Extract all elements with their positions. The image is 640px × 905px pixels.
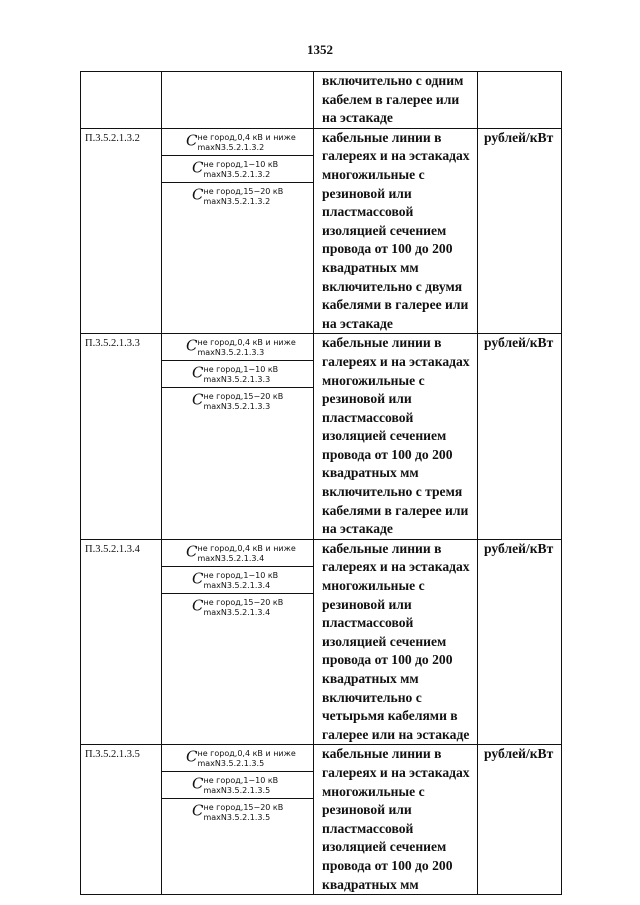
page-number: 1352 [307, 42, 333, 57]
code-cell: П.3.5.2.1.3.5 [81, 745, 162, 895]
table-row [81, 745, 562, 895]
formula-symbol: Cне город,0,4 кВ и ниже maxN3.5.2.1.3.4 [162, 540, 313, 567]
formula-symbol: Cне город,1−10 кВ maxN3.5.2.1.3.3 [162, 361, 313, 388]
formula-symbol: Cне город,15−20 кВ maxN3.5.2.1.3.2 [192, 185, 284, 206]
formula-symbol: Cне город,1−10 кВ maxN3.5.2.1.3.4 [162, 567, 313, 594]
description-cell: включительно с одним кабелем в галерее или на эстакаде [314, 72, 478, 129]
code-cell: П.3.5.2.1.3.2 [81, 128, 162, 334]
formula-symbol: Cне город,1−10 кВ maxN3.5.2.1.3.5 [162, 772, 313, 799]
unit-cell-empty [478, 72, 562, 129]
table-row [81, 128, 562, 334]
unit-cell: рублей/кВт [478, 334, 562, 540]
formula-symbol: Cне город,0,4 кВ и ниже maxN3.5.2.1.3.2 [162, 129, 313, 156]
symbol-cell [162, 539, 314, 745]
code-cell: П.3.5.2.1.3.3 [81, 334, 162, 540]
formula-symbol: Cне город,0,4 кВ и ниже maxN3.5.2.1.3.5 [162, 745, 313, 772]
symbol-cell [162, 128, 314, 334]
code-cell: П.3.5.2.1.3.4 [81, 539, 162, 745]
formula-symbol: Cне город,15−20 кВ maxN3.5.2.1.3.3 [192, 390, 284, 412]
unit-cell: рублей/кВт [478, 128, 562, 334]
unit-cell: рублей/кВт [478, 539, 562, 745]
description-cell: кабельные линии в галереях и на эстакадах многожильные с резиновой или пластмассовой изоляцией сечением провода от 100 до 200 квадратных мм включительно с тремя кабелями в галерее или на эстакаде [314, 334, 478, 540]
symbol-cell [162, 745, 314, 895]
symbol-cell [162, 334, 314, 540]
table-row-continuation [81, 72, 562, 129]
formula-symbol: Cне город,15−20 кВ maxN3.5.2.1.3.5 [192, 801, 284, 823]
formula-symbol: Cне город,15−20 кВ maxN3.5.2.1.3.4 [192, 596, 284, 617]
table-row [81, 539, 562, 745]
table-row [81, 334, 562, 540]
code-cell-empty [81, 72, 162, 129]
symbol-cell-empty [162, 72, 314, 129]
formula-symbol: Cне город,1−10 кВ maxN3.5.2.1.3.2 [162, 156, 313, 183]
unit-cell: рублей/кВт [478, 745, 562, 895]
description-cell: кабельные линии в галереях и на эстакадах многожильные с резиновой или пластмассовой изоляцией сечением провода от 100 до 200 квадратных мм включительно с четырьмя кабелями в галерее или на эстакаде [314, 539, 478, 745]
description-cell: кабельные линии в галереях и на эстакадах многожильные с резиновой или пластмассовой изоляцией сечением провода от 100 до 200 квадратных мм [314, 745, 478, 895]
description-cell: кабельные линии в галереях и на эстакадах многожильные с резиновой или пластмассовой изоляцией сечением провода от 100 до 200 квадратных мм включительно с двумя кабелями в галерее или на эстакаде [314, 128, 478, 334]
formula-symbol: Cне город,0,4 кВ и ниже maxN3.5.2.1.3.3 [162, 334, 313, 361]
tariff-table [80, 71, 562, 895]
